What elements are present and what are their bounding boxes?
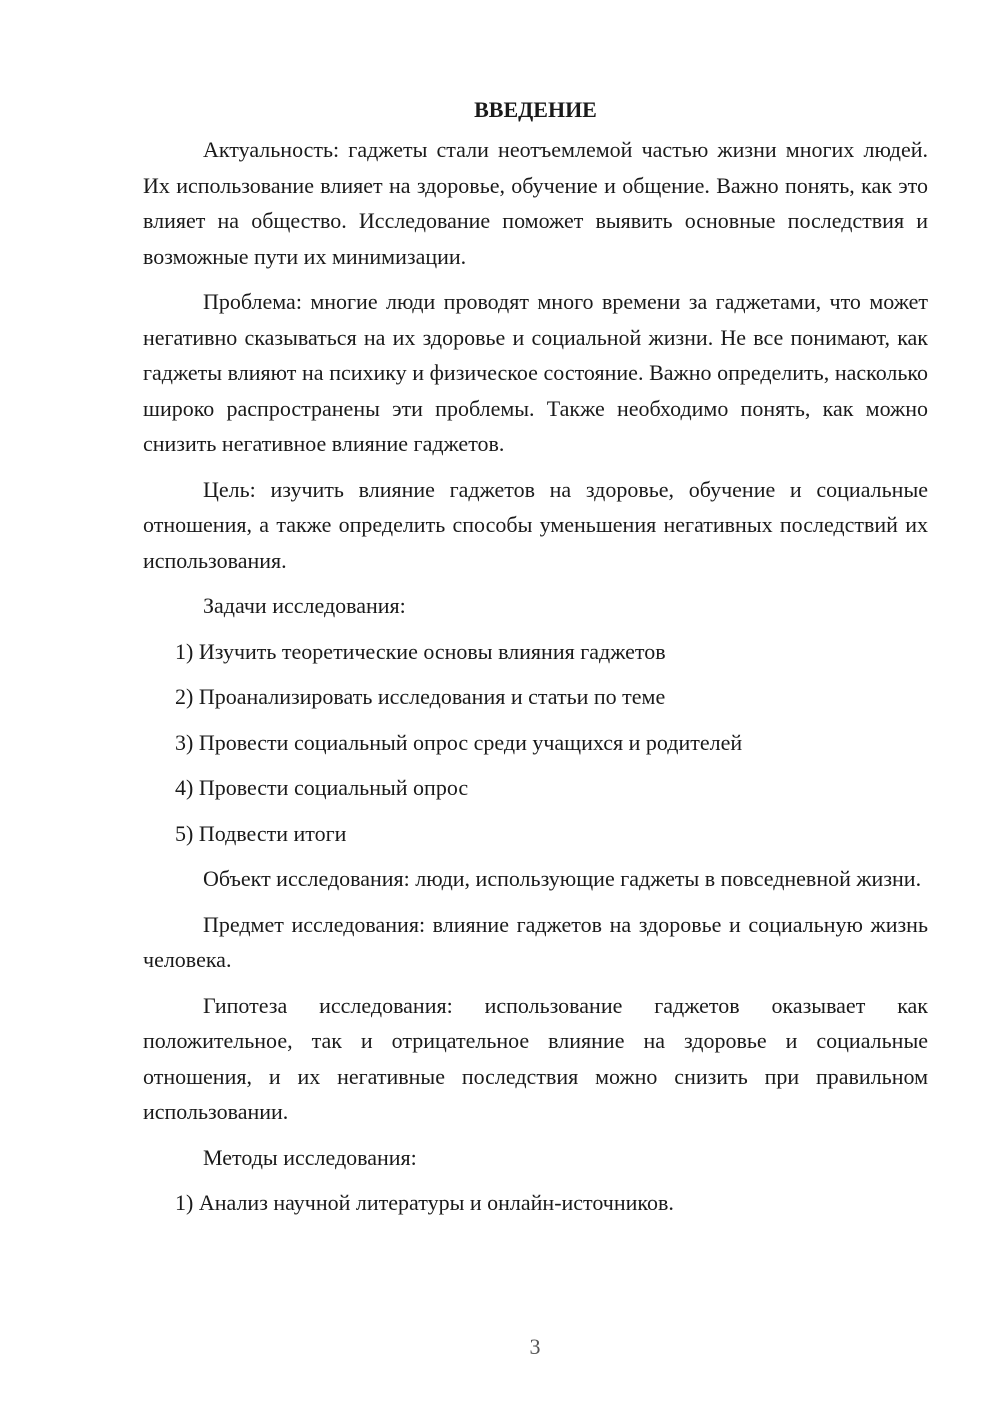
subject-paragraph: Предмет исследования: влияние гаджетов на здоровье и социальную жизнь человека.	[143, 911, 928, 972]
problem-paragraph: Проблема: многие люди проводят много времени за гаджетами, что может негативно сказываться на их здоровье и социальной жизни. Не все понимают, как гаджеты влияют на психику и физическое состояние. Важно определить, насколько широко распространены эти проблемы. Также необходимо понять, как можно снизить негативное влияние гаджетов.	[143, 289, 928, 456]
tasks-heading: Задачи исследования:	[203, 593, 406, 618]
method-item: 1) Анализ научной литературы и онлайн-источников.	[175, 1190, 674, 1215]
tasks-list	[143, 634, 928, 852]
object-paragraph: Объект исследования: люди, использующие гаджеты в повседневной жизни.	[203, 866, 922, 891]
page-title: ВВЕДЕНИЕ	[474, 97, 597, 122]
task-item: 4) Провести социальный опрос	[175, 775, 469, 800]
document-page	[143, 88, 928, 1231]
task-item: 3) Провести социальный опрос среди учащихся и родителей	[175, 729, 743, 755]
hypothesis-paragraph: Гипотеза исследования: использование гаджетов оказывает как положительное, так и отрицательное влияние на здоровье и социальные отношения, и их негативные последствия можно снизить при правильном использовании.	[143, 992, 928, 1124]
relevance-paragraph: Актуальность: гаджеты стали неотъемлемой частью жизни многих людей. Их использование влияет на здоровье, обучение и общение. Важно понять, как это влияет на общество. Исследование поможет выявить основные последствия и возможные пути их минимизации.	[143, 137, 928, 269]
task-item: 1) Изучить теоретические основы влияния гаджетов	[175, 638, 666, 664]
task-item: 5) Подвести итоги	[175, 820, 347, 846]
methods-heading: Методы исследования:	[203, 1144, 417, 1170]
task-item: 2) Проанализировать исследования и статьи по теме	[175, 684, 666, 709]
goal-paragraph: Цель: изучить влияние гаджетов на здоровье, обучение и социальные отношения, а также определить способы уменьшения негативных последствий их использования.	[143, 476, 928, 573]
methods-list	[143, 1185, 928, 1221]
page-number: 3	[529, 1334, 541, 1359]
